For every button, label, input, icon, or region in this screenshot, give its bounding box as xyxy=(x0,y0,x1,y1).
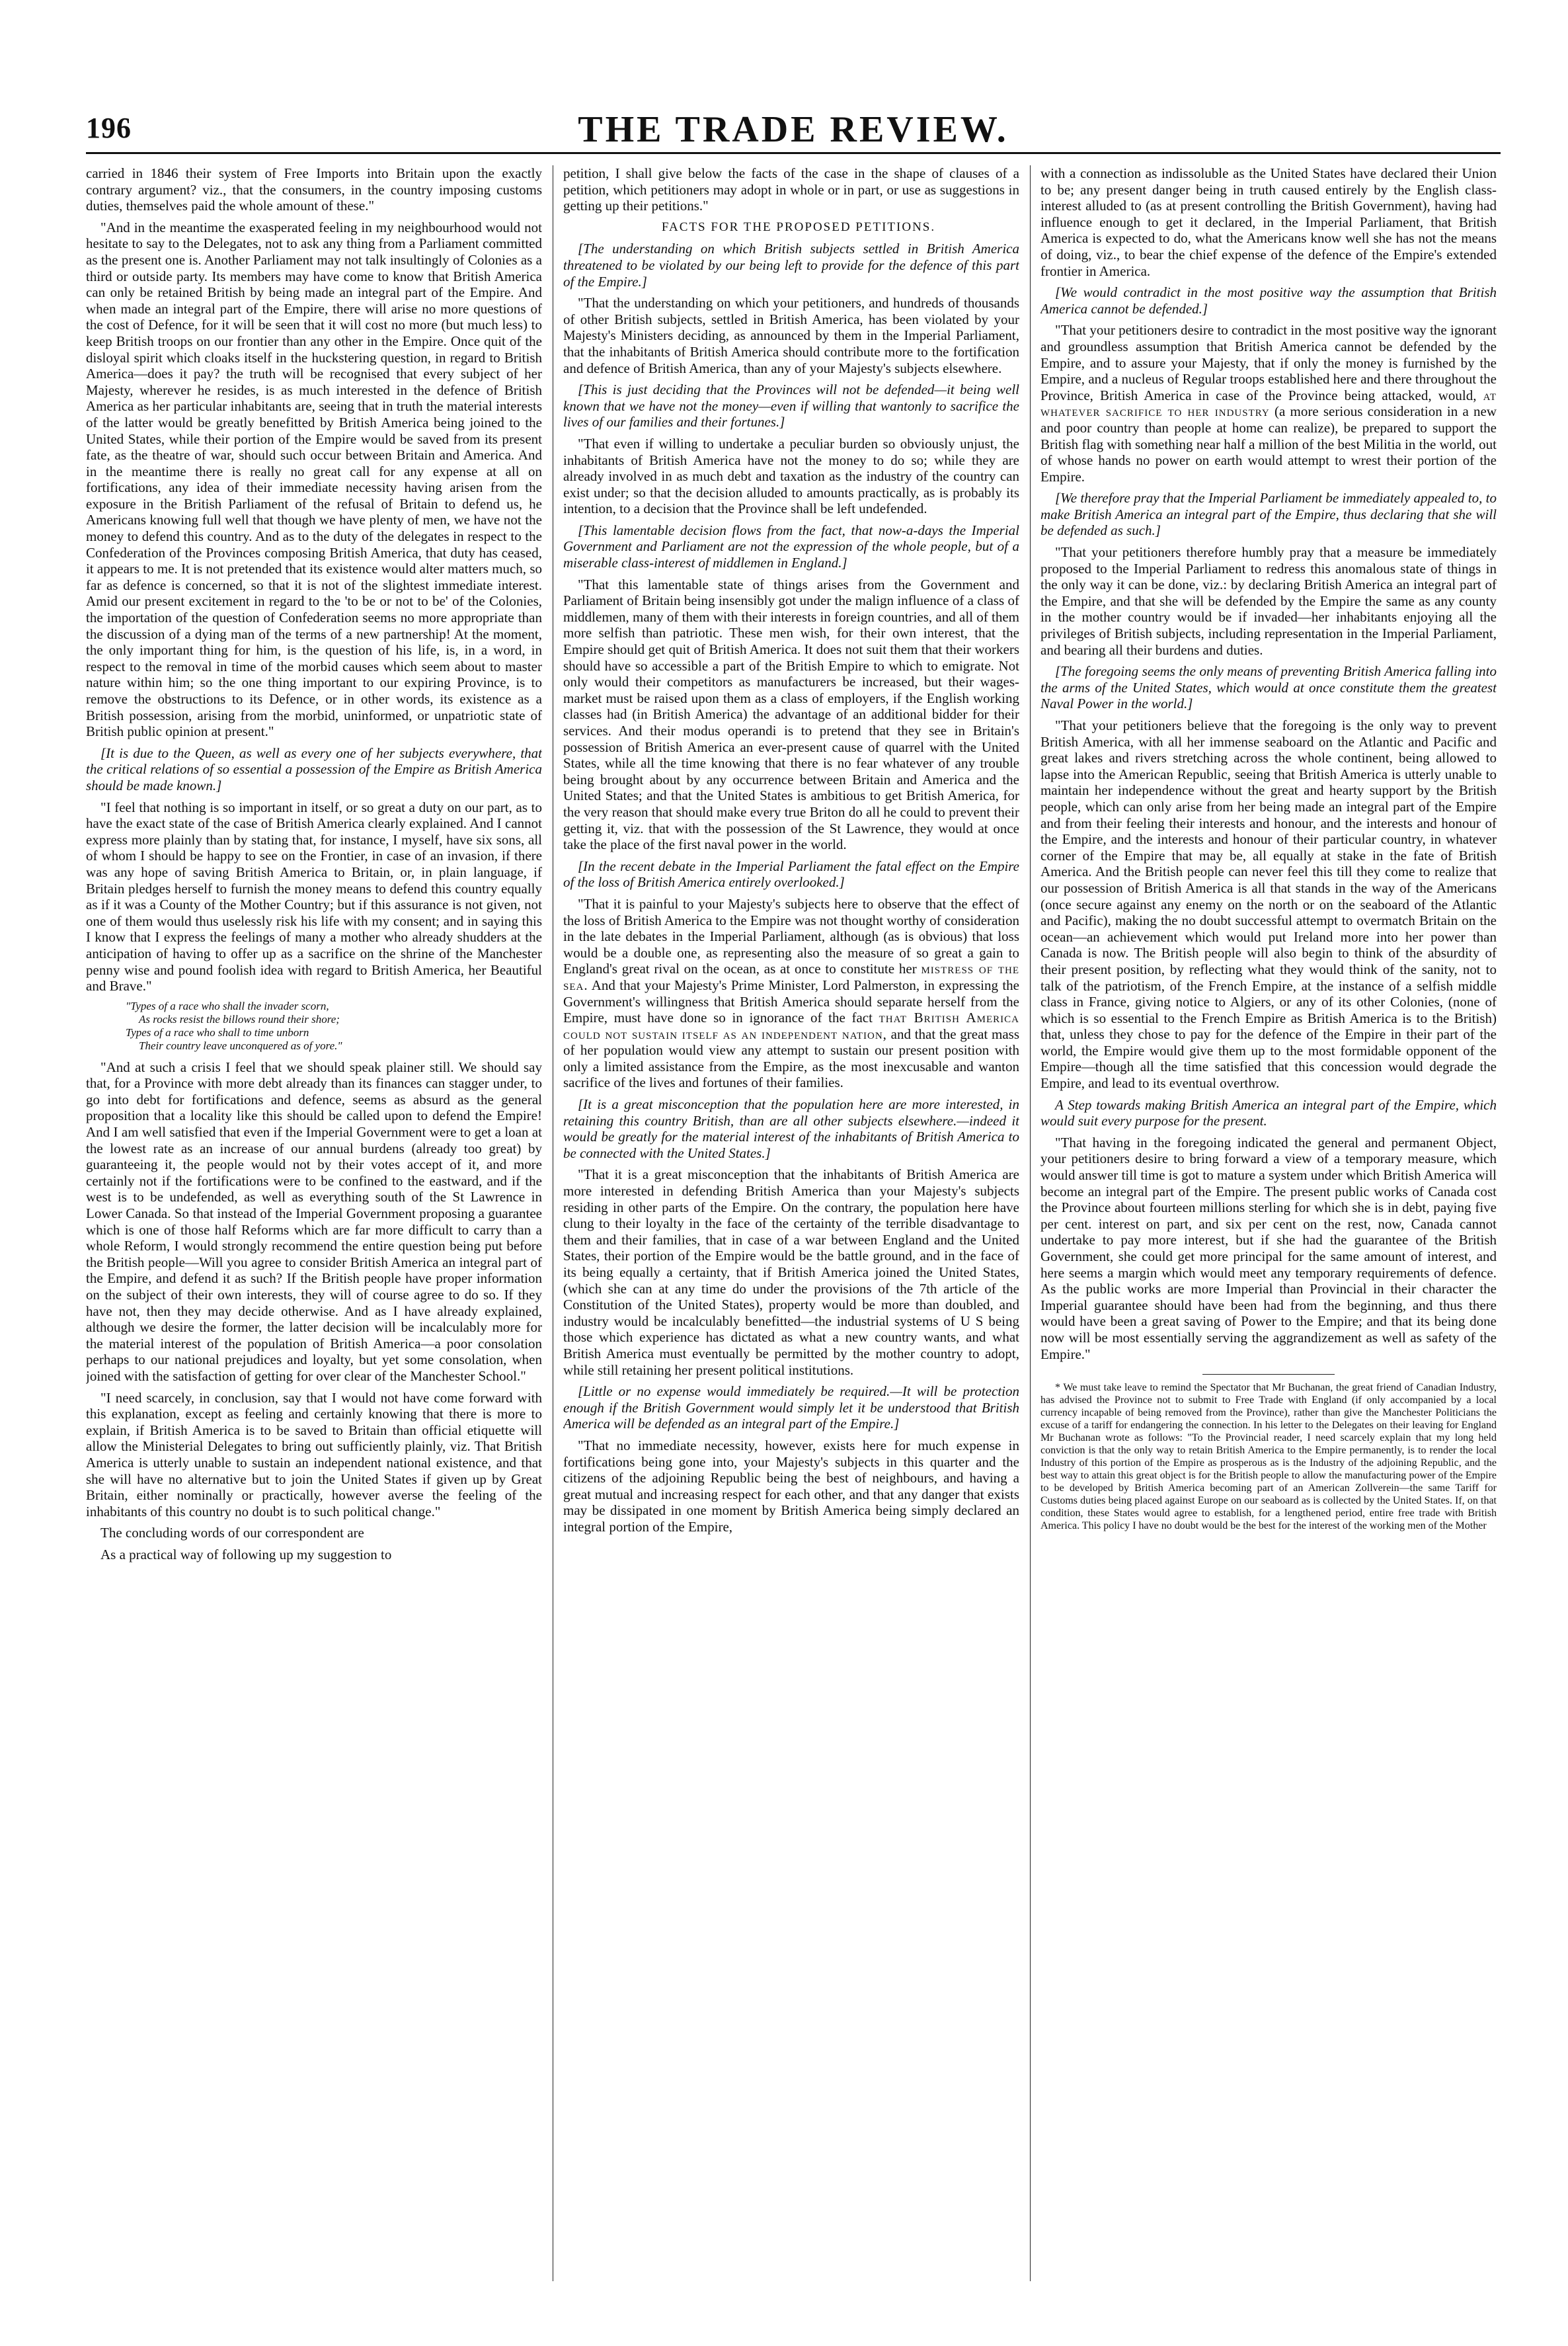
small-caps-phrase: mistress of the sea. xyxy=(563,961,1019,993)
page-number: 196 xyxy=(86,112,132,144)
text-run: And that your Majesty's Prime Minister, Lord Palmerston, in expressing the Government's willingness that British America should separate herself from the Empire, must have done so in ignorance of the fact xyxy=(563,977,1019,1026)
small-caps-phrase: that British America could not sustain itself as an independent nation, xyxy=(563,1010,1019,1042)
small-caps-phrase: at whatever sacrifice to her industry xyxy=(1040,387,1497,420)
text-run: "That it is painful to your Majesty's subjects here to observe that the effect of the loss of British America to the Empire was not thought worthy of consideration in the late debates in the Imperial Parliament, although (as is obvious) that loss would be a double one, as representing also the measure of so great a gain to England's great rival on the ocean, as at once to constitute her xyxy=(563,895,1019,977)
newspaper-page xyxy=(86,99,1501,2294)
verse-line: Their country leave unconquered as of yore." xyxy=(139,1039,342,1052)
footnote: * We must take leave to remind the Spectator that Mr Buchanan, the great friend of Canadian Industry, has advised the Province not to submit to Free Trade with England (if only accompanied by a local currency incapable of being removed from the Province), rather than give the Manchester Politicians the excuse of a tariff for endangering the connection. In his letter to the Delegates on their leaving for England Mr Buchanan wrote as follows: "To the Provincial reader, I need scarcely explain that my long held conviction is that the only way to retain British America to the Empire permanently, is to render the local Industry of this portion of the Empire as prosperous as is the Industry of the adjoining Republic, and the best way to attain this great object is for the British people to allow the manufacturing power of the Empire to be developed by British America becoming part of an American Zollverein—the same Tariff for Customs duties being placed against Europe on our seaboard as is collected by the United States. If, on that condition, these States would agree to establish, for a lengthened period, entire free trade with British America. This policy I have no doubt would be the best for the interest of the working men of the Mother xyxy=(1040,1382,1497,1532)
verse-line: As rocks resist the billows round their shore; xyxy=(139,1012,340,1026)
editorial-note: [In the recent debate in the Imperial Parliament the fatal effect on the Empire of the loss of British America entirely overlooked.] xyxy=(563,858,1019,891)
verse-line: "Types of a race who shall the invader scorn, xyxy=(126,999,329,1012)
paragraph: As a practical way of following up my suggestion to xyxy=(100,1546,392,1562)
paragraph: "That your petitioners believe that the foregoing is the only way to prevent British America, with all her immense seaboard on the Atlantic and Pacific and great lakes and rivers stretching across the whole continent, being allowed to lapse into the American Republic, seeing that British America is utterly unable to maintain her independence without the great and hearty support by the British people, which can only arise from her being made an integral part of the Empire and from their feeling their interests and honour, and the interests and honour of the Empire, and the interests and honour of their particular country, in whatever corner of the Empire that may be, all equally at stake in the fate of British America. And the British people can never feel this till they come to realize that our possession of British America is all that stands in the way of the Americans (once secure against any enemy on the north or on the seaboard of the Atlantic and Pacific), making the no doubt successful attempt to overmatch Britain on the ocean—an achievement which would put Ireland more into her power than Canada is now. The British people will also begin to think of the absurdity of their present position, by reflecting what they would think of the sanity, not to talk of the patriotism, of the French Empire, at the instance of a selfish middle class in France, giving notice to Algiers, or any of its other Colonies, (none of which is so essential to the French Empire as British America is to the British) that, unless they chose to pay for the defence of the Empire in their part of the world, the Empire would give them up to the most formidable opponent of the Empire—though all the time satisfied that this concession would degrade the Empire, and lead to its eventual overthrow. xyxy=(1040,717,1497,1092)
paragraph: The concluding words of our correspondent are xyxy=(100,1525,364,1541)
paragraph: "That no immediate necessity, however, exists here for much expense in fortifications being gone into, your Majesty's subjects in this quarter and the citizens of the adjoining Republic being the best of neighbours, and having a great mutual and increasing respect for each other, and that any danger that exists may be dissipated in one moment by British America being simply declared an integral portion of the Empire, xyxy=(563,1437,1019,1535)
paragraph xyxy=(563,896,1019,1091)
paragraph xyxy=(1040,322,1497,485)
paragraph: "That it is a great misconception that the inhabitants of British America are more interested in defending British America than your Majesty's subjects residing in other parts of the Empire. On the contrary, the population here have clung to their loyalty in the face of the certainty of the terrible disadvantage to them and their families, that in case of a war between England and the United States, their portion of the Empire would be the battle ground, and in the face of its being equally a certainty, that if British America joined the United States, (which she can at any time do under the provisions of the 7th article of the Constitution of the United States), property would be more than doubled, and industry would be incalculably benefitted—the industrial systems of U S being those which experience has dictated as what a new country wants, and what British America must eventually be permitted by the mother country to adopt, while still retaining her present political institutions. xyxy=(563,1166,1019,1378)
footnote-divider xyxy=(1202,1374,1335,1375)
paragraph: "I need scarcely, in conclusion, say that I would not have come forward with this explanation, except as feeling and certainly knowing that there is more to explain, if British America is to be saved to Britain than official etiquette will allow the Ministerial Delegates to bring out sufficiently plainly, viz. That British America is utterly unable to sustain an independent national existence, and that she will have no alternative but to join the United States if given up by Great Britain, either nominally or practically, however averse the feeling of the inhabitants of this country no doubt is to such political change." xyxy=(86,1389,542,1519)
paragraph: carried in 1846 their system of Free Imports into Britain upon the exactly contrary argument? viz., that the consumers, in the country imposing customs duties, themselves paid the whole amount of these." xyxy=(86,165,542,214)
masthead xyxy=(86,99,1501,154)
article-columns xyxy=(86,165,1501,2281)
paragraph: petition, I shall give below the facts of the case in the shape of clauses of a petition, which petitioners may adopt in whole or in part, or use as suggestions in getting up their petitions." xyxy=(563,165,1019,214)
editorial-note: [This is just deciding that the Provinces will not be defended—it being well known that we have not the money—even if willing that wantonly to sacrifice the lives of our families and their fortunes.] xyxy=(563,382,1019,430)
journal-title: THE TRADE REVIEW. xyxy=(578,109,1009,150)
section-heading: FACTS FOR THE PROPOSED PETITIONS. xyxy=(661,220,936,234)
paragraph: with a connection as indissoluble as the United States have declared their Union to be; any present danger being in truth caused entirely by the English class-interest alluded to (as at present controlling the British Government), having had influence enough to get it declared, in the Imperial Parliament, that British America is expected to do, what the Americans know well she has not the means of doing, viz., to bear the chief expense of the defence of the Empire's extended frontier in America. xyxy=(1040,165,1497,279)
editorial-note: [We therefore pray that the Imperial Parliament be immediately appealed to, to make British America an integral part of the Empire, thus declaring that she will be defended as such.] xyxy=(1040,490,1497,539)
editorial-note: [It is due to the Queen, as well as every one of her subjects everywhere, that the critical relations of so essential a possession of the Empire as British America should be made known.] xyxy=(86,745,542,793)
paragraph: "And in the meantime the exasperated feeling in my neighbourhood would not hesitate to say to the Delegates, not to ask any thing from a Parliament committed as the present one is. Another Parliament may not talk insultingly of Colonies as a third or outside party. Its members may have come to know that British America can only be retained British by being made an integral part of the Empire. And when made an integral part of the Empire, there will arise no more questions of the cost of Defence, for it will be seen that it will cost no more (but much less) to keep British troops on our frontier than any other in the Empire. Once quit of the disloyal spirit which cloaks itself in the huckstering question, in regard to British America—does it pay? the truth will be recognised that every subject of her Majesty, wherever he resides, is as much interested in the defence of British America as her particular inhabitants are, seeing that in truth the material interests of the latter would be greatly benefitted by British America being joined to the United States, while their portion of the Empire would be saved from its present fate, as the theatre of war, should such occur between Britain and America. And in the meantime there is really no great call for any expense at all on fortifications, any idea of their immediate necessity having arisen from the exposure in the British Parliament of the refusal of Britain to defend us, he Americans knowing full well that though we have plenty of men, we have not the money to defend this country. And as to the duty of the delegates in respect to the Confederation of the Provinces composing British America, that duty has ceased, it appears to me. It is not pretended that its existence would alter matters much, so far as defence is concerned, so that it is not of the slightest immediate interest. Amid our present excitement in regard to the 'to be or not to be' of the Colonies, the importation of the question of Confederation seems no more appropriate than the discussion of a dying man of the terms of a new partnership! At the moment, the only important thing for him, is the question of his life, is, in a word, in respect to the removal in time of the morbid causes which seem about to master nature within him; so the one thing important to our expiring Province, is to remove the obstructions to its Defence, or in other words, its existence as a British possession, arising from the morbid, uninformed, or unpatriotic state of British public opinion at present." xyxy=(86,219,542,740)
editorial-note: [This lamentable decision flows from the fact, that now-a-days the Imperial Government and Parliament are not the expression of the whole people, but of a miserable class-interest of middlemen in England.] xyxy=(563,522,1019,571)
text-run: "That your petitioners desire to contradict in the most positive way the ignorant and groundless assumption that British America cannot be defended by the Empire, and to assure your Majesty, that if only the money is furnished by the Empire, and a nucleus of Regular troops established here and there throughout the Province, British America in case of the Province being attacked, would, xyxy=(1040,322,1497,403)
verse-quote xyxy=(126,1000,542,1053)
verse-line: Types of a race who shall to time unborn xyxy=(126,1026,309,1039)
editorial-note: [It is a great misconception that the population here are more interested, in retaining this country British, than are all other subjects elsewhere.—indeed it would be greatly for the material interest of the inhabitants of British America to be connected with the United States.] xyxy=(563,1096,1019,1161)
column-2 xyxy=(563,165,1019,2281)
editorial-note: [The understanding on which British subjects settled in British America threatened to be violated by our being left to provide for the defence of this part of the Empire.] xyxy=(563,241,1019,290)
column-divider xyxy=(1030,165,1031,2281)
paragraph: "That your petitioners therefore humbly pray that a measure be immediately proposed to the Imperial Parliament to redress this anomalous state of things in the only way it can be done, viz.: by declaring British America an integral part of the Empire, and that she will be defended by the Empire the same as any county in the mother country would be if invaded—her inhabitants enjoying all the privileges of British subjects, including representation in the Imperial Parliament, and bearing all their burdens and duties. xyxy=(1040,544,1497,658)
text-run: and that the great mass of her population would view any attempt to sustain our present position with only a limited assistance from the Empire, as the most inexcusable and wanton sacrifice of the lives and fortunes of their families. xyxy=(563,1026,1019,1091)
paragraph: "And at such a crisis I feel that we should speak plainer still. We should say that, for a Province with more debt already than its finances can stagger under, to go into debt for fortifications and defence, seems as absurd as the general proposition that a locality like this should be called upon to defend the Empire! And I am well satisfied that even if the Imperial Government were to get a loan at the lowest rate as an increase of our annual burdens (already too great) by guaranteeing it, the people would not by their votes accept of it, and more certainly not if the fortifications were to be confined to the eastward, and if the west is to be undefended, as well as everything south of the St Lawrence in Lower Canada. So that instead of the Imperial Government proposing a guarantee which is one of those half Reforms which are far more difficult to carry than a whole Reform, I would strongly recommend the entire question being put before the British people—Will you agree to consider British America an integral part of the Empire, and defend it as such? If the British people have proper information on the subject of their own interests, they will of course agree to do so. If they have not, then they may decide otherwise. And as I have already explained, although we desire the former, the latter decision will be incalculably more for the material interest of the population of British America—a poor consolation perhaps to our national prejudices and loyalty, but yet some consolation, when joined with the satisfaction of getting for over clear of the Manchester School." xyxy=(86,1059,542,1384)
paragraph: "That having in the foregoing indicated the general and permanent Object, your petitioners desire to bring forward a view of a temporary measure, which would answer till time is got to mature a system under which British America will become an integral part of the Empire. The present public works of Canada cost the Province about fourteen millions sterling for which she is in debt, paying five per cent. interest on part, and six per cent on the rest, now, Canada cannot undertake to pay more interest, but if she had the guarantee of the British Government, she could get more principal for the same amount of interest, and here seems a margin which would meet any temporary requirements of defence. As the public works are more Imperial than Provincial in their character the Imperial guarantee should have been had from the beginning, and thus there would have been a great saving of Power to the Empire; and that its being done now will be most essentially serving the aggrandizement as well as safety of the Empire." xyxy=(1040,1134,1497,1362)
paragraph: "That this lamentable state of things arises from the Government and Parliament of Britain being insensibly got under the malign influence of a class of middlemen, many of them with their interests in foreign countries, and all of them more selfish than patriotic. These men wish, for their own interest, that the Empire should get quit of British America. It does not suit them that their workers should have so accessible a part of the British Empire to which to emigrate. Not only would their competitors as manufacturers be increased, but their wages-market must be raised upon them as a class of employers, if the English working classes had (in British America) the advantage of an additional bidder for their services. And their modus operandi is to pretend that they see in Britain's possession of British America an ever-present cause of quarrel with the United States, while all the time knowing that there is no fear whatever of any trouble being brought about by any occurrence between Britain and America and the United States; and that the United States is ambitious to get British America, for the very reason that should make every true Briton do all he could to prevent their getting it, viz. that with the possession of the St Lawrence, they would at once take the place of the first naval power in the world. xyxy=(563,576,1019,853)
editorial-note: A Step towards making British America an integral part of the Empire, which would suit every purpose for the present. xyxy=(1040,1096,1497,1129)
text-run: (a more serious consideration in a new and poor country than people at home can realize), be prepared to support the British flag with something near half a million of the best Militia in the world, out of whose hands no power on earth would attempt to wrest their portion of the Empire. xyxy=(1040,403,1497,485)
paragraph: "That the understanding on which your petitioners, and hundreds of thousands of other British subjects, settled in British America, has been violated by your Majesty's Ministers deciding, as announced by them in the Imperial Parliament, that the inhabitants of British America should contribute more to the fortification and defence of British America, than any of your Majesty's subjects elsewhere. xyxy=(563,295,1019,376)
editorial-note: [Little or no expense would immediately be required.—It will be protection enough if the British Government would simply let it be understood that British America will be defended as an integral part of the Empire.] xyxy=(563,1383,1019,1432)
paragraph: "I feel that nothing is so important in itself, or so great a duty on our part, as to have the exact state of the case of British America clearly explained. And I cannot express more plainly than by stating that, for instance, I myself, have six sons, all of whom I should be happy to see on the Frontier, in case of an invasion, if there was any hope of saving British America to Britain, or, in plain language, if Britain pledges herself to furnish the money means to defend this country equally as if it was a County of the Mother Country; but if this assurance is not given, not one of them would thus uselessly risk his life with my consent; and in saying this I know that I express the feelings of many a mother who already shudders at the anticipation of having to offer up as a sacrifice on the shrine of the Manchester penny wise and pound foolish idea with regard to British America, her Beautiful and Brave." xyxy=(86,799,542,994)
editorial-note: [We would contradict in the most positive way the assumption that British America cannot be defended.] xyxy=(1040,284,1497,317)
paragraph: "That even if willing to undertake a peculiar burden so obviously unjust, the inhabitants of British America have not the money to do so; while they are already involved in as much debt and taxation as the industry of the country can exist under; so that the decision alluded to amounts practically, as is probably its intention, to a decision that the Province shall be left undefended. xyxy=(563,435,1019,517)
column-3 xyxy=(1040,165,1497,2281)
editorial-note: [The foregoing seems the only means of preventing British America falling into the arms of the United States, which would at once constitute them the greatest Naval Power in the world.] xyxy=(1040,663,1497,712)
column-1 xyxy=(86,165,542,2281)
